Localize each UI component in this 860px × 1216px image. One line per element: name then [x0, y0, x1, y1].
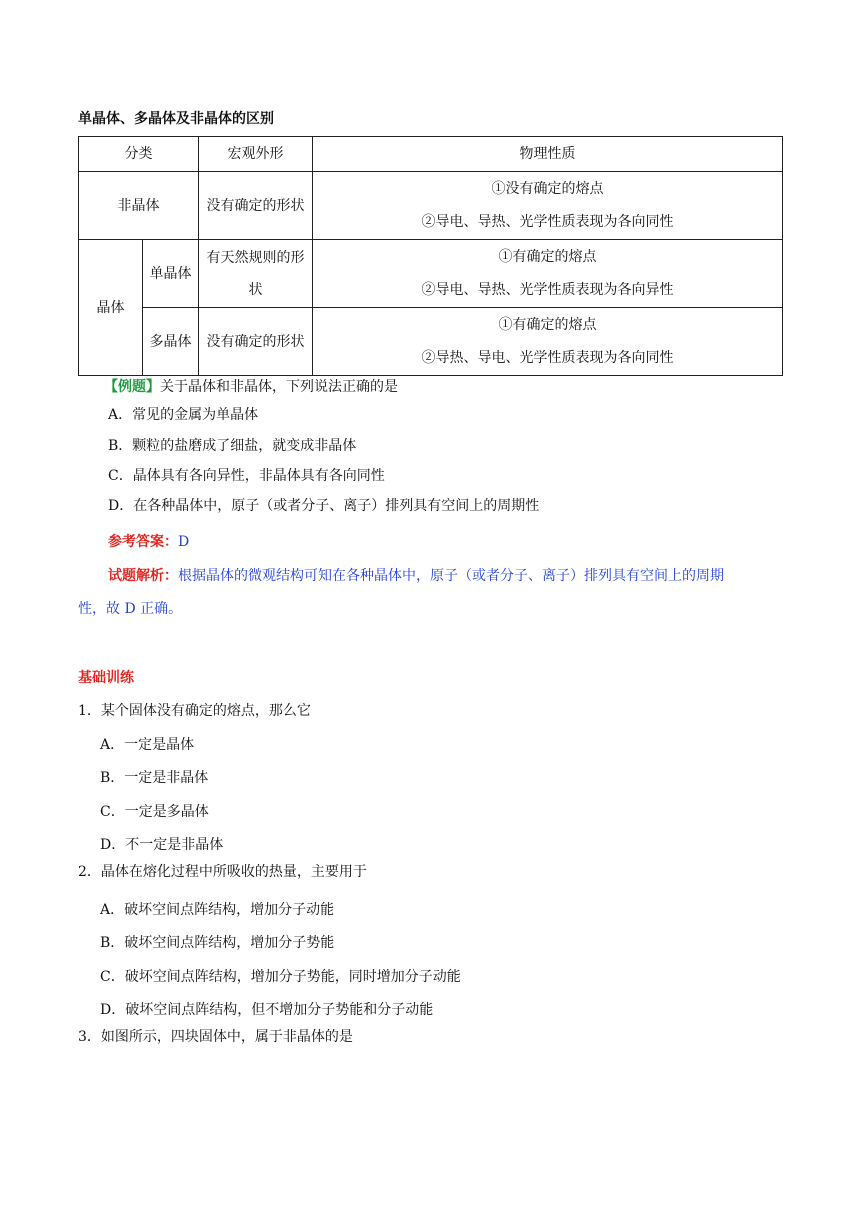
table-row-single-crystal [79, 240, 783, 308]
question-3: 3．如图所示，四块固体中，属于非晶体的是 [78, 1029, 353, 1045]
header-properties: 物理性质 [313, 137, 783, 172]
analysis-label: 试题解析： [108, 568, 178, 584]
comparison-table [78, 136, 783, 376]
analysis-text-2: 性，故 D 正确。 [78, 601, 183, 617]
question-1-option-a: A．一定是晶体 [100, 737, 195, 753]
question-1-option-b: B．一定是非晶体 [100, 770, 209, 786]
single-crystal-property-1: ①有确定的熔点 [498, 248, 597, 265]
example-tag: 【例题】 [104, 379, 160, 395]
polycrystal-property-1: ①有确定的熔点 [498, 316, 597, 333]
polycrystal-properties [313, 308, 783, 376]
example-option-c: C．晶体具有各向异性，非晶体具有各向同性 [108, 468, 385, 484]
polycrystal-shape: 没有确定的形状 [199, 308, 313, 376]
question-1-option-d: D．不一定是非晶体 [100, 837, 224, 853]
table-row-amorphous [79, 172, 783, 240]
amorphous-label: 非晶体 [79, 172, 199, 240]
table-header-row [79, 137, 783, 172]
training-heading: 基础训练 [78, 670, 134, 686]
question-2-option-c: C．破坏空间点阵结构，增加分子势能，同时增加分子动能 [100, 969, 461, 985]
answer-label: 参考答案： [108, 534, 178, 550]
polycrystal-property-2: ②导热、导电、光学性质表现为各向同性 [421, 349, 674, 366]
question-2-option-d: D．破坏空间点阵结构，但不增加分子势能和分子动能 [100, 1002, 434, 1018]
question-1: 1．某个固体没有确定的熔点，那么它 [78, 703, 311, 719]
section-title: 单晶体、多晶体及非晶体的区别 [78, 111, 274, 127]
question-2-option-a: A．破坏空间点阵结构，增加分子动能 [100, 902, 335, 918]
answer-line [108, 533, 189, 551]
table-row-polycrystal [79, 308, 783, 376]
example-question-line [104, 378, 398, 396]
example-option-a: A．常见的金属为单晶体 [108, 407, 259, 423]
single-crystal-shape-line-1: 有天然规则的形 [206, 249, 305, 266]
polycrystal-label: 多晶体 [143, 308, 199, 376]
single-crystal-label: 单晶体 [143, 240, 199, 308]
header-category: 分类 [79, 137, 199, 172]
question-2: 2．晶体在熔化过程中所吸收的热量，主要用于 [78, 864, 367, 880]
single-crystal-property-2: ②导电、导热、光学性质表现为各向异性 [421, 281, 674, 298]
crystal-label: 晶体 [79, 240, 143, 376]
question-1-option-c: C．一定是多晶体 [100, 804, 209, 820]
single-crystal-shape [199, 240, 313, 308]
amorphous-property-1: ①没有确定的熔点 [491, 180, 604, 197]
amorphous-property-2: ②导电、导热、光学性质表现为各向同性 [421, 213, 674, 230]
single-crystal-shape-line-2: 状 [248, 281, 263, 298]
analysis-text-1: 根据晶体的微观结构可知在各种晶体中，原子（或者分子、离子）排列具有空间上的周期 [178, 568, 724, 584]
single-crystal-properties [313, 240, 783, 308]
example-option-b: B．颗粒的盐磨成了细盐，就变成非晶体 [108, 438, 357, 454]
example-question: 关于晶体和非晶体，下列说法正确的是 [160, 379, 398, 395]
answer-value: D [178, 534, 190, 550]
example-option-d: D．在各种晶体中，原子（或者分子、离子）排列具有空间上的周期性 [108, 498, 540, 514]
amorphous-shape: 没有确定的形状 [199, 172, 313, 240]
question-2-option-b: B．破坏空间点阵结构，增加分子势能 [100, 935, 335, 951]
header-shape: 宏观外形 [199, 137, 313, 172]
analysis-line-1 [108, 567, 724, 585]
amorphous-properties [313, 172, 783, 240]
